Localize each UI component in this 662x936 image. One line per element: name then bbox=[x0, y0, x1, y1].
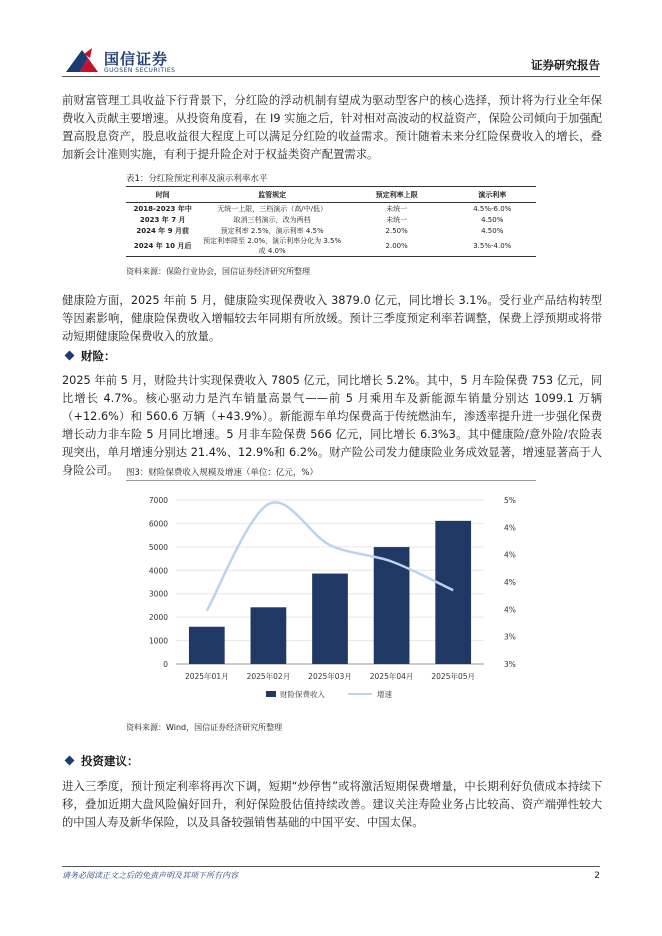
table-header-cell: 预定利率上限 bbox=[345, 187, 449, 203]
table-header-cell: 时间 bbox=[126, 187, 199, 203]
paragraph-property-insurance: 2025 年前 5 月，财险共计实现保费收入 7805 亿元，同比增长 5.2%。其中，5 月车险保费 753 亿元，同比增长 4.7%。核心驱动力是汽车销量高景气——前 5 月乘用车及新能源车销量分别达 1099.1 万辆（+12.6%）和 560.6 万辆（+43.9%）。新能源车单均保费高于传统燃油车，渗透率提升进一步强化保费增长动力非车险 5 月同比增速。5 月非车险保费 566 亿元，同比增长 6.3%3。其中健康险/意外险/农险表现突出，单月增速分别达 21.4%、12.9%和 6.2%。财产险公司发力健康险业务成效显著，增速显著高于人身险公司。 bbox=[62, 374, 602, 477]
bar bbox=[312, 574, 348, 664]
table-header-cell: 监管规定 bbox=[199, 187, 344, 203]
figure-divider bbox=[126, 480, 536, 481]
table-row bbox=[126, 225, 536, 236]
legend-label: 财险保费收入 bbox=[280, 690, 325, 699]
diamond-bullet-icon bbox=[65, 756, 75, 766]
x-tick-label: 2025年04月 bbox=[369, 672, 414, 681]
x-tick-label: 2025年05月 bbox=[431, 672, 476, 681]
table-cell: 4.50% bbox=[481, 215, 504, 224]
section-title-text: 财险： bbox=[81, 349, 116, 363]
left-tick-label: 3000 bbox=[148, 589, 168, 599]
left-tick-label: 6000 bbox=[148, 519, 168, 529]
page-number: 2 bbox=[594, 871, 600, 881]
table-cell: 2018-2023 年中 bbox=[133, 204, 192, 213]
table-cell: 2.00% bbox=[345, 236, 449, 257]
section-title-text: 投资建议： bbox=[81, 754, 139, 768]
legend-swatch-bar bbox=[266, 691, 276, 697]
header-divider bbox=[62, 76, 600, 77]
table-cell: 2023 年 7 月 bbox=[139, 215, 186, 224]
section-title-advice bbox=[62, 753, 139, 769]
right-tick-label: 4% bbox=[504, 605, 516, 615]
x-tick-label: 2025年03月 bbox=[308, 672, 352, 681]
table-cell: 4.50% bbox=[481, 226, 504, 235]
diamond-bullet-icon bbox=[65, 351, 75, 361]
report-type-label: 证券研究报告 bbox=[531, 58, 600, 72]
page-header bbox=[0, 0, 662, 80]
left-tick-label: 0 bbox=[163, 660, 168, 669]
left-tick-label: 7000 bbox=[148, 496, 168, 505]
x-tick-label: 2025年02月 bbox=[246, 672, 291, 681]
logo-mark-icon bbox=[64, 46, 100, 76]
paragraph-dividend-insurance: 前财富管理工具收益下行背景下，分红险的浮动机制有望成为驱动型客户的核心选择，预计将为行业全年保费收入贡献主要增速。从投资角度看，在 I9 实施之后，针对相对高波动的权益资产，保险公司倾向于加强配置高股息资产，股息收益很大程度上可以满足分红险的收益需求。预计随着未来分红险保费收入的增长，叠加新会计准则实施，有利于提升险企对于权益类资产配置需求。 bbox=[62, 94, 602, 161]
bar bbox=[374, 547, 410, 664]
table-cell: 无统一上限，三档演示（高/中/低） bbox=[217, 204, 327, 213]
table-cell: 未统一 bbox=[386, 204, 408, 213]
table-row bbox=[126, 214, 536, 225]
right-tick-label: 4% bbox=[504, 550, 516, 560]
rate-table bbox=[126, 186, 536, 257]
paragraph-investment-advice: 进入三季度，预计预定利率将再次下调，短期“炒停售”或将激活短期保费增量，中长期利好负债成本持续下移，叠加近期大盘风险偏好回升，利好保险股估值持续改善。建议关注寿险业务占比较高、资产端弹性较大的中国人寿及新华保险，以及具备较强销售基础的中国平安、中国太保。 bbox=[62, 780, 602, 829]
table-cell: 取消三档演示，改为两档 bbox=[233, 215, 311, 224]
bar bbox=[251, 607, 287, 664]
paragraph-health-insurance: 健康险方面，2025 年前 5 月，健康险实现保费收入 3879.0 亿元，同比增长 3.1%。受行业产品结构转型等因素影响，健康险保费收入增幅较去年同期有所放缓。预计三季度预定利率若调整，保费上浮预期或将带动短期健康险保费收入的放量。 bbox=[62, 294, 602, 343]
bar bbox=[189, 627, 225, 664]
table-source: 资料来源：保险行业协会，国信证券经济研究所整理 bbox=[126, 267, 310, 276]
table-cell: 4.5%-6.0% bbox=[473, 204, 512, 213]
right-tick-label: 4% bbox=[504, 578, 516, 587]
section-title-property bbox=[62, 348, 116, 364]
table-caption: 表1：分红险预定利率及演示利率水平 bbox=[126, 174, 268, 184]
logo-text-en: GUOSEN SECURITIES bbox=[104, 67, 176, 74]
footer-disclaimer: 请务必阅读正文之后的免责声明及其项下所有内容 bbox=[62, 871, 238, 880]
left-tick-label: 4000 bbox=[148, 566, 168, 576]
logo-text-cn: 国信证券 bbox=[104, 50, 169, 68]
bar bbox=[435, 521, 471, 664]
table-cell: 2.50% bbox=[385, 226, 408, 235]
table-cell: 预定利率 2.5%，演示利率 4.5% bbox=[220, 226, 324, 235]
figure-caption: 图3：财险保费收入规模及增速（单位：亿元，%） bbox=[126, 468, 318, 478]
right-tick-label: 5% bbox=[504, 496, 516, 505]
left-tick-label: 2000 bbox=[148, 613, 168, 623]
property-premium-chart bbox=[126, 484, 536, 716]
left-tick-label: 1000 bbox=[148, 636, 168, 646]
table-cell: 未统一 bbox=[386, 215, 408, 224]
table-header-cell: 演示利率 bbox=[449, 187, 536, 203]
table-header-row bbox=[126, 187, 536, 203]
table-row bbox=[126, 203, 536, 215]
table-cell: 3.5%-4.0% bbox=[449, 236, 536, 257]
x-tick-label: 2025年01月 bbox=[184, 672, 229, 681]
table-cell: 预定利率降至 2.0%，演示利率分化为 3.5%或 4.0% bbox=[199, 236, 344, 257]
right-tick-label: 3% bbox=[504, 632, 516, 642]
legend-label: 增速 bbox=[377, 690, 392, 699]
right-tick-label: 3% bbox=[504, 660, 516, 669]
company-logo bbox=[64, 46, 194, 78]
left-tick-label: 5000 bbox=[148, 542, 168, 552]
right-tick-label: 4% bbox=[504, 523, 516, 533]
table-cell: 2024 年 10 月后 bbox=[126, 236, 199, 257]
table-cell: 2024 年 9 月前 bbox=[136, 226, 190, 235]
footer-divider bbox=[62, 866, 600, 867]
table-row bbox=[126, 236, 536, 257]
figure-source: 资料来源：Wind，国信证券经济研究所整理 bbox=[126, 723, 283, 732]
